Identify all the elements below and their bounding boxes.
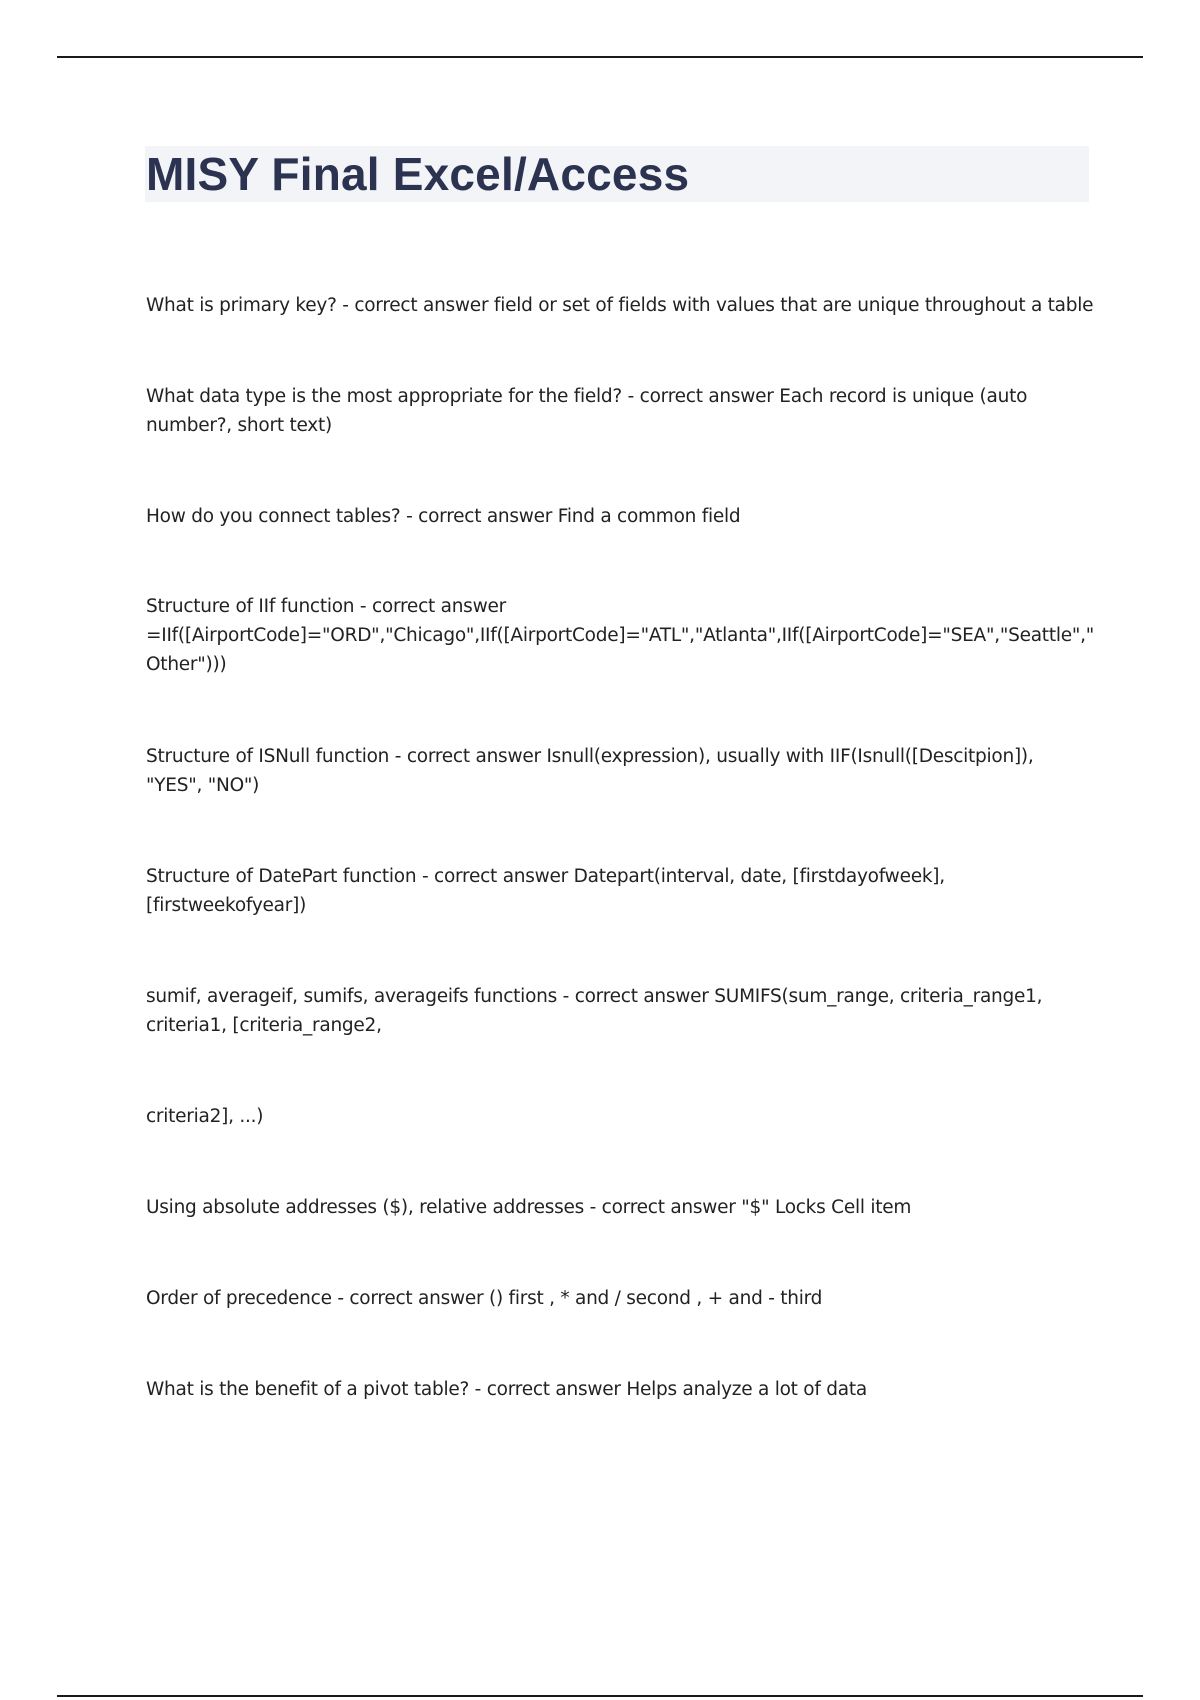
qa-entry-sumifs-functions: sumif, averageif, sumifs, averageifs functions - correct answer SUMIFS(sum_range, criteria_range1, criteria1, [criteria_range2, [146,986,1043,1036]
qa-entry-datepart-function: Structure of DatePart function - correct answer Datepart(interval, date, [firstdayofweek], [firstweekofyear]) [146,866,945,916]
qa-entry-pivot-table: What is the benefit of a pivot table? - correct answer Helps analyze a lot of data [146,1379,867,1400]
qa-entry-primary-key: What is primary key? - correct answer field or set of fields with values that are unique throughout a table [146,295,1094,316]
qa-entry-connect-tables: How do you connect tables? - correct answer Find a common field [146,506,741,527]
qa-entry-iif-function: Structure of IIf function - correct answer =IIf([AirportCode]="ORD","Chicago",IIf([AirportCode]="ATL","Atlanta",IIf([AirportCode]="SEA","Seattle"," Other"))) [146,596,1094,675]
qa-entry-order-of-precedence: Order of precedence - correct answer () first , * and / second , + and - third [146,1288,823,1309]
qa-entry-isnull-function: Structure of ISNull function - correct answer Isnull(expression), usually with IIF(Isnull([Descitpion]), "YES", "NO") [146,746,1034,796]
qa-entry-data-type: What data type is the most appropriate for the field? - correct answer Each record is unique (auto number?, short text) [146,386,1028,436]
qa-entry-absolute-addresses: Using absolute addresses ($), relative addresses - correct answer "$" Locks Cell item [146,1197,912,1218]
bottom-rule [57,1695,1143,1697]
document-title: MISY Final Excel/Access [146,148,690,200]
top-rule [57,56,1143,58]
qa-entry-sumifs-continued: criteria2], ...) [146,1106,264,1127]
